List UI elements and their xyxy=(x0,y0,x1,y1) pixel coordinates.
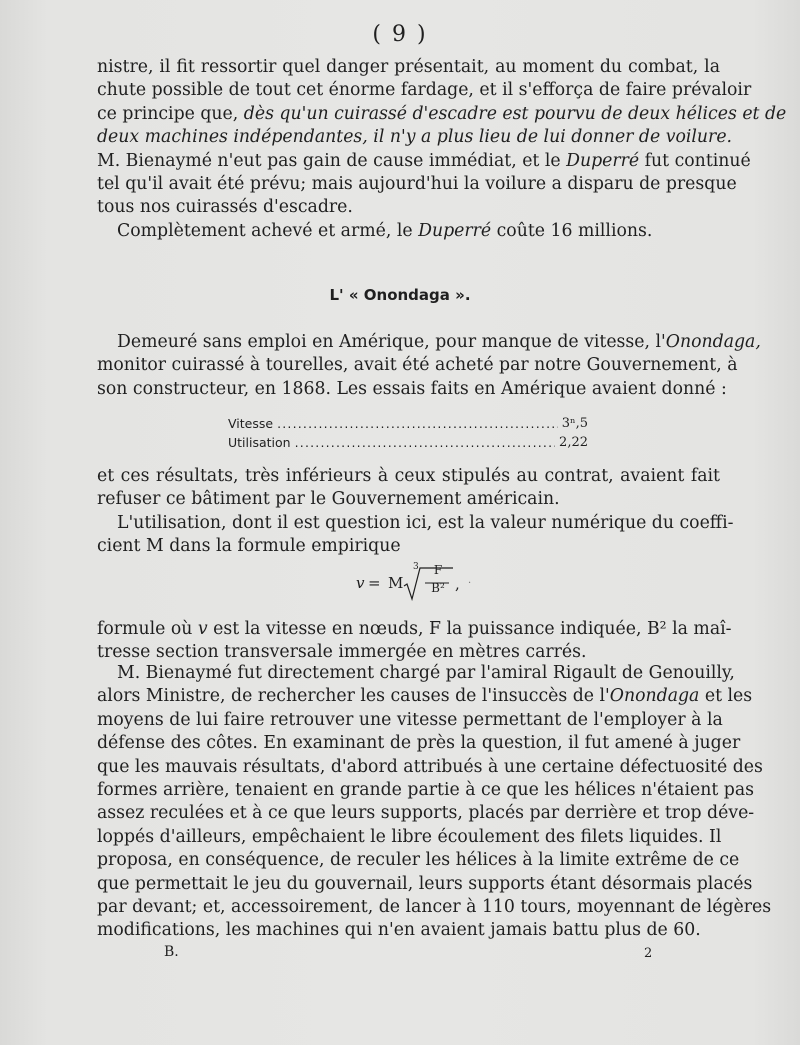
text-segment: coûte 16 millions. xyxy=(496,220,653,241)
cost-paragraph xyxy=(97,220,720,243)
formula-equals: = xyxy=(368,574,381,592)
trial-results xyxy=(228,414,588,452)
formula-numerator: F xyxy=(433,563,443,577)
variable-v: v xyxy=(197,619,208,639)
formula-coefficient: M xyxy=(388,574,404,592)
text-line xyxy=(97,685,753,708)
text-line: proposa, en conséquence, de reculer les hélices à la limite extrême de ce xyxy=(97,850,740,871)
trial-row xyxy=(228,433,588,452)
print-speck: · xyxy=(468,578,472,589)
section-heading: L' « Onondaga ». xyxy=(329,286,471,304)
text-segment: alors Ministre, de rechercher les causes de l'insuccès de l' xyxy=(97,686,610,707)
trial-value: 2,22 xyxy=(559,435,588,450)
ship-name: Onondaga xyxy=(609,686,700,707)
trial-label: Vitesse xyxy=(228,416,274,431)
dot-leader xyxy=(277,414,558,433)
paragraph-onondaga-intro xyxy=(97,331,761,401)
text-line: par devant; et, accessoirement, de lancer à 110 tours, moyennant de légères xyxy=(97,896,772,917)
sheet-number: 2 xyxy=(644,946,653,961)
formula-velocity: v xyxy=(356,574,365,592)
text-line: L'utilisation, dont il est question ici, est la valeur numérique du coeffi- xyxy=(117,512,734,533)
text-line: cient M dans la formule empirique xyxy=(97,536,401,557)
text-line: tresse section transversale immergée en mètres carrés. xyxy=(97,642,587,663)
text-line: son constructeur, en 1868. Les essais faits en Amérique avaient donné : xyxy=(97,378,727,399)
formula-denominator: B² xyxy=(431,581,445,595)
text-line xyxy=(97,618,732,641)
root-index: 3 xyxy=(413,562,419,572)
trial-label: Utilisation xyxy=(228,435,291,450)
ship-name: Duperré xyxy=(418,220,492,241)
text-line: loppés d'ailleurs, empêchaient le libre écoulement des filets liquides. Il xyxy=(97,826,722,847)
text-line: monitor cuirassé à tourelles, avait été acheté par notre Gouvernement, à xyxy=(97,355,738,376)
text-line: formes arrière, tenaient en grande partie à ce que les hélices n'étaient pas xyxy=(97,779,755,800)
ship-name: Duperré xyxy=(566,150,640,171)
text-line: nistre, il fit ressortir quel danger présentait, au moment du combat, la xyxy=(97,57,720,77)
emphasized-line: deux machines indépendantes, il n'y a plus lieu de lui donner de voilure. xyxy=(97,127,733,148)
text-line xyxy=(97,150,751,173)
text-segment: est la vitesse en nœuds, F la puissance indiquée, B² la maî- xyxy=(213,619,732,639)
text-line: moyens de lui faire retrouver une vitesse permettant de l'employer à la xyxy=(97,709,723,730)
text-line: modifications, les machines qui n'en avaient jamais battu plus de 60. xyxy=(97,920,701,941)
text-segment: fut continué xyxy=(644,150,751,171)
text-line xyxy=(97,331,761,354)
page-number: ( 9 ) xyxy=(372,22,428,47)
text-line: tous nos cuirassés d'escadre. xyxy=(97,197,353,218)
paragraph-fardage xyxy=(97,56,787,243)
text-line: M. Bienaymé fut directement chargé par l'amiral Rigault de Genouilly, xyxy=(117,663,735,683)
formula-comma: , xyxy=(455,575,460,593)
dot-leader xyxy=(295,433,555,452)
text-segment: ce principe que, xyxy=(97,103,239,124)
text-line: que les mauvais résultats, d'abord attribués à une certaine défectuosité des xyxy=(97,756,763,777)
emphasized-text: dès qu'un cuirassé d'escadre est pourvu de deux hélices et de xyxy=(243,103,787,124)
text-line: et ces résultats, très inférieurs à ceux stipulés au contrat, avaient fait xyxy=(97,466,720,486)
text-segment: M. Bienaymé n'eut pas gain de cause immédiat, et le xyxy=(97,150,561,171)
text-segment: Demeuré sans emploi en Amérique, pour manque de vitesse, l' xyxy=(117,332,666,352)
text-line: tel qu'il avait été prévu; mais aujourd'hui la voilure a disparu de presque xyxy=(97,173,737,194)
text-segment: formule où xyxy=(97,619,193,639)
ship-name: Onondaga, xyxy=(665,332,761,352)
trial-value: 3ⁿ,5 xyxy=(561,416,588,431)
text-line xyxy=(97,103,787,126)
paragraph-definitions xyxy=(97,618,732,665)
text-line: chute possible de tout cet énorme fardage, et il s'efforça de faire prévaloir xyxy=(97,80,752,101)
text-segment: et les xyxy=(704,686,753,707)
paragraph-results xyxy=(97,465,734,559)
signature-mark: B. xyxy=(164,944,179,960)
paragraph-bienayme xyxy=(97,662,772,943)
text-line: assez reculées et à ce que leurs supports, placés par derrière et trop déve- xyxy=(97,803,755,824)
text-line: défense des côtes. En examinant de près la question, il fut amené à juger xyxy=(97,733,741,754)
text-line: que permettait le jeu du gouvernail, leurs supports étant désormais placés xyxy=(97,873,753,894)
text-line: refuser ce bâtiment par le Gouvernement américain. xyxy=(97,489,560,510)
text-segment: Complètement achevé et armé, le xyxy=(117,220,413,241)
trial-row xyxy=(228,414,588,433)
